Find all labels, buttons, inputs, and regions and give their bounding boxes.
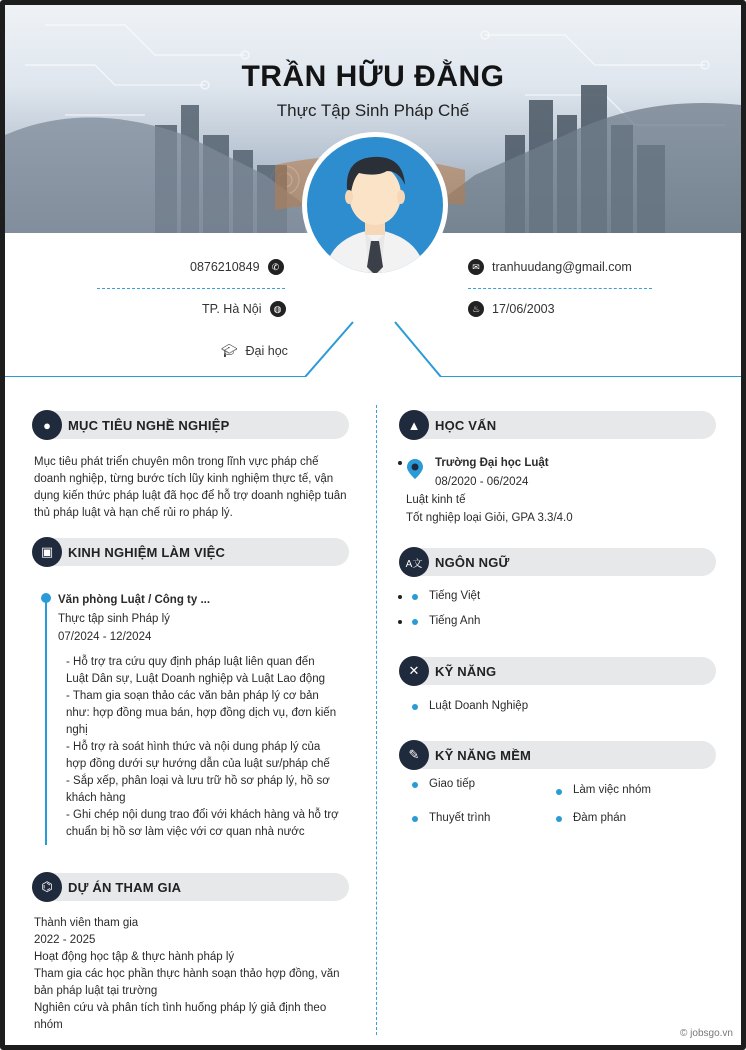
location-pin-icon xyxy=(406,458,424,480)
graduation-cap-icon: ▲ xyxy=(399,410,429,440)
briefcase-icon: ▣ xyxy=(32,537,62,567)
objective-text: Mục tiêu phát triển chuyên môn trong lĩnh vực pháp chế doanh nghiệp, từng bước tích lũy kinh nghiệm thực tế, vận dụng kiến thức pháp luật đã học để hỗ trợ doanh nghiệp tuân thủ pháp luật và hạn chế rủi ro pháp lý. xyxy=(34,456,347,519)
language-item: Tiếng Việt xyxy=(429,590,481,602)
phone-text: 0876210849 xyxy=(190,260,260,274)
section-soft-skills-header xyxy=(400,741,716,769)
language-icon: A文 xyxy=(399,547,429,577)
candidate-name: TRẦN HỮU ĐẰNG xyxy=(241,60,505,93)
section-languages-header xyxy=(400,548,716,576)
email-contact xyxy=(468,259,632,275)
phone-icon: ✆ xyxy=(268,259,284,275)
person-avatar-icon xyxy=(307,137,443,273)
soft-skill-item: Đàm phán xyxy=(573,812,627,824)
experience-position: Thực tập sinh Pháp lý xyxy=(58,613,170,625)
birthday-contact xyxy=(468,301,555,317)
avatar xyxy=(302,132,448,278)
globe-icon: ◍ xyxy=(270,301,286,317)
education-result: Tốt nghiệp loại Giỏi, GPA 3.3/4.0 xyxy=(406,512,573,524)
section-education-title: HỌC VẤN xyxy=(435,417,497,433)
timeline-line xyxy=(45,601,47,845)
job-title: Thực Tập Sinh Pháp Chế xyxy=(276,101,470,120)
experience-company: Văn phòng Luật / Công ty ... xyxy=(58,594,211,606)
phone-contact xyxy=(190,259,284,275)
feather-icon: ✎ xyxy=(399,740,429,770)
projects-text: Thành viên tham gia 2022 - 2025 Hoạt động học tập & thực hành pháp lý Tham gia các học phần thực hành soạn thảo hợp đồng, văn bản pháp luật tại trường Nghiên cứu và phân tích tình huống pháp lý giả định theo nhóm xyxy=(34,917,340,1031)
experience-description: - Hỗ trợ tra cứu quy định pháp luật liên quan đến Luật Dân sự, Luật Doanh nghiệp và Luật Lao động - Tham gia soạn thảo các văn bản pháp lý cơ bản như: hợp đồng mua bán, hợp đồng dịch vụ, đơn kiến nghị - Hỗ trợ rà soát hình thức và nội dung pháp lý của hợp đồng dưới sự hướng dẫn của luật sư/pháp chế - Sắp xếp, phân loại và lưu trữ hồ sơ pháp lý, hồ sơ khách hàng - Ghi chép nội dung trao đổi với khách hàng và hỗ trợ chuẩn bị hồ sơ làm việc với cơ quan nhà nước xyxy=(66,656,339,838)
section-soft-skills-title: KỸ NĂNG MỀM xyxy=(435,747,532,763)
education-period: 08/2020 - 06/2024 xyxy=(435,476,529,488)
section-experience-header xyxy=(33,538,349,566)
tools-icon: ✕ xyxy=(399,656,429,686)
education-major: Luật kinh tế xyxy=(406,494,466,506)
section-objective-title: MỤC TIÊU NGHỀ NGHIỆP xyxy=(68,417,230,433)
section-objective-header xyxy=(33,411,349,439)
experience-period: 07/2024 - 12/2024 xyxy=(58,631,152,643)
email-text: tranhuudang@gmail.com xyxy=(492,260,632,274)
section-skills-header xyxy=(400,657,716,685)
section-education-header xyxy=(400,411,716,439)
graduation-cap-icon: 🎓︎ xyxy=(221,343,238,358)
section-languages-title: NGÔN NGỮ xyxy=(435,554,510,570)
target-icon: ● xyxy=(32,410,62,440)
location-text: TP. Hà Nội xyxy=(202,302,262,316)
footer-watermark: © jobsgo.vn xyxy=(680,1028,733,1039)
language-item: Tiếng Anh xyxy=(429,615,481,627)
education-school: Trường Đại học Luật xyxy=(435,457,549,469)
soft-skill-item: Làm việc nhóm xyxy=(573,784,651,796)
section-skills-title: KỸ NĂNG xyxy=(435,663,497,679)
location-contact xyxy=(202,301,286,317)
cake-icon: ♨ xyxy=(468,301,484,317)
soft-skill-item: Giao tiếp xyxy=(429,778,476,790)
skill-item: Luật Doanh Nghiệp xyxy=(429,700,529,712)
section-projects-header xyxy=(33,873,349,901)
birthday-text: 17/06/2003 xyxy=(492,302,555,316)
education-level-text: Đại học xyxy=(245,344,288,358)
project-icon: ⌬ xyxy=(32,872,62,902)
section-experience-title: KINH NGHIỆM LÀM VIỆC xyxy=(68,544,226,560)
soft-skill-item: Thuyết trình xyxy=(429,812,491,824)
header-divider xyxy=(5,317,741,377)
mail-icon: ✉ xyxy=(468,259,484,275)
section-projects-title: DỰ ÁN THAM GIA xyxy=(68,879,182,895)
